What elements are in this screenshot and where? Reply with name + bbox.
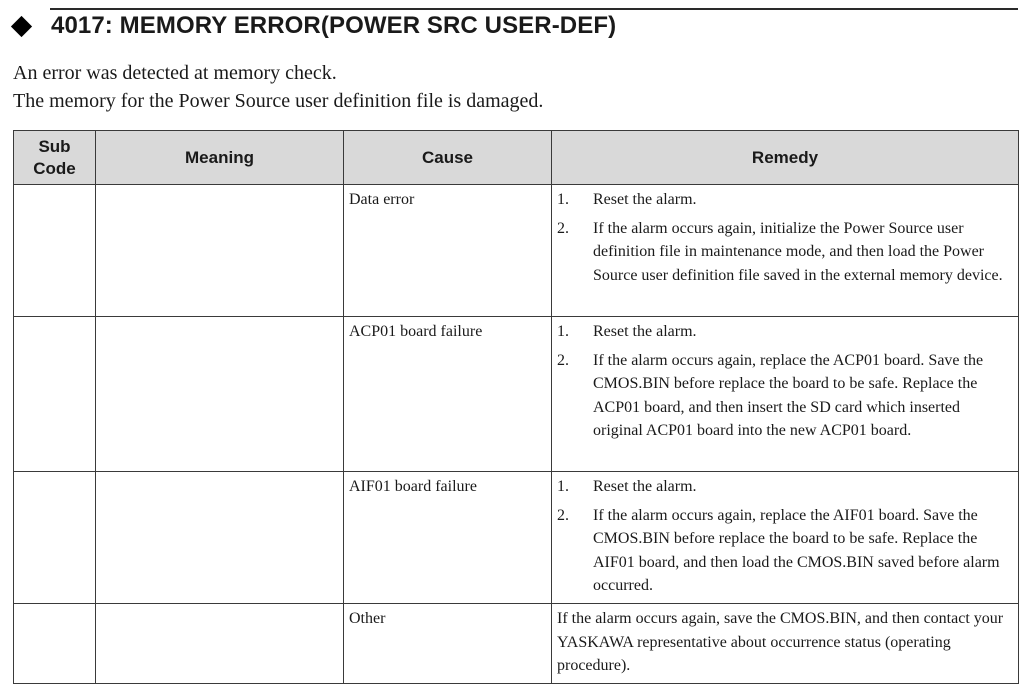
cause-cell: ACP01 board failure [344,317,552,472]
remedy-cell [552,185,1019,317]
intro-text [13,59,543,115]
table-row [14,604,1019,684]
meaning-cell [96,317,344,472]
step-text: Reset the alarm. [593,478,697,495]
error-table [13,130,1019,684]
header-sub-code: Sub Code [14,131,96,185]
remedy-steps [557,188,1013,287]
cause-cell: Data error [344,185,552,317]
step-text: Reset the alarm. [593,323,697,340]
cause-cell: AIF01 board failure [344,472,552,604]
remedy-cell [552,472,1019,604]
remedy-step [557,504,1013,598]
header-row [14,131,1019,185]
header-remedy: Remedy [552,131,1019,185]
sub-code-cell [14,317,96,472]
section-heading [12,12,616,40]
remedy-step [557,320,1013,344]
remedy-step [557,188,1013,212]
diamond-bullet-icon [11,15,32,36]
step-number: 2. [557,506,569,524]
remedy-step [557,475,1013,499]
header-meaning: Meaning [96,131,344,185]
sub-code-cell [14,185,96,317]
meaning-cell [96,604,344,684]
table-row [14,185,1019,317]
intro-line-1: An error was detected at memory check. [13,62,337,84]
step-number: 2. [557,219,569,237]
meaning-cell [96,472,344,604]
heading-text: 4017: MEMORY ERROR(POWER SRC USER-DEF) [51,12,617,39]
cause-cell: Other [344,604,552,684]
remedy-cell [552,317,1019,472]
header-cause: Cause [344,131,552,185]
table-row [14,472,1019,604]
step-text: If the alarm occurs again, initialize the Power Source user definition file in maintenance mode, and then load the Power Source user definition file saved in the external memory device. [593,219,1003,284]
remedy-step [557,217,1013,288]
intro-line-2: The memory for the Power Source user definition file is damaged. [13,90,544,112]
remedy-steps [557,475,1013,598]
step-text: If the alarm occurs again, replace the ACP01 board. Save the CMOS.BIN before replace the board to be safe. Replace the ACP01 board, and then insert the SD card which inserted original ACP01 board into the new ACP01 board. [593,351,984,439]
sub-code-cell [14,472,96,604]
remedy-steps [557,320,1013,443]
step-number: 2. [557,351,569,369]
remedy-cell: If the alarm occurs again, save the CMOS.BIN, and then contact your YASKAWA representative about occurrence status (operating procedure). [552,604,1019,684]
sub-code-cell [14,604,96,684]
step-text: If the alarm occurs again, replace the AIF01 board. Save the CMOS.BIN before replace the board to be safe. Replace the AIF01 board, and then load the CMOS.BIN saved before alarm occurred. [593,506,1000,594]
table-row [14,317,1019,472]
step-number: 1. [557,323,569,340]
top-rule [50,8,1018,10]
step-text: Reset the alarm. [593,191,697,208]
remedy-step [557,349,1013,443]
step-number: 1. [557,191,569,208]
step-number: 1. [557,478,569,495]
meaning-cell [96,185,344,317]
